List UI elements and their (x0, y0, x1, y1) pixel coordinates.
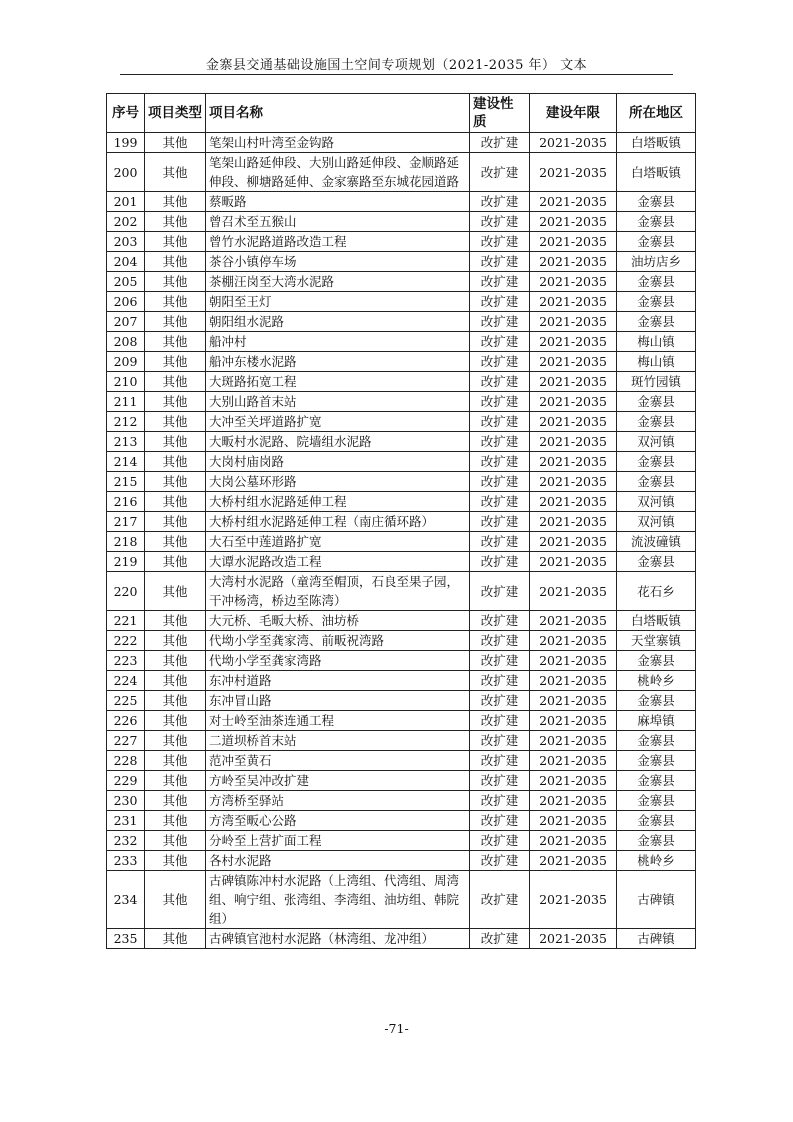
table-row (107, 153, 696, 192)
row-index: 229 (107, 771, 145, 791)
row-type: 其他 (145, 232, 206, 252)
col-header-region: 所在地区 (617, 94, 696, 133)
table-row (107, 512, 696, 532)
row-index: 206 (107, 292, 145, 312)
row-name: 大石至中莲道路扩宽 (206, 532, 470, 552)
row-region: 金寨县 (617, 731, 696, 751)
row-region: 双河镇 (617, 512, 696, 532)
row-nature: 改扩建 (470, 572, 530, 611)
row-period: 2021-2035 (530, 412, 617, 432)
row-type: 其他 (145, 811, 206, 831)
row-nature: 改扩建 (470, 232, 530, 252)
row-region: 花石乡 (617, 572, 696, 611)
row-index: 231 (107, 811, 145, 831)
row-nature: 改扩建 (470, 851, 530, 871)
row-period: 2021-2035 (530, 292, 617, 312)
row-nature: 改扩建 (470, 512, 530, 532)
row-index: 212 (107, 412, 145, 432)
row-type: 其他 (145, 412, 206, 432)
table-row (107, 711, 696, 731)
row-nature: 改扩建 (470, 452, 530, 472)
row-index: 204 (107, 252, 145, 272)
row-region: 梅山镇 (617, 332, 696, 352)
row-index: 210 (107, 372, 145, 392)
row-index: 209 (107, 352, 145, 372)
row-period: 2021-2035 (530, 791, 617, 811)
row-region: 金寨县 (617, 771, 696, 791)
row-type: 其他 (145, 671, 206, 691)
row-name: 东冲村道路 (206, 671, 470, 691)
row-period: 2021-2035 (530, 711, 617, 731)
header-rule (120, 74, 673, 75)
table-row (107, 929, 696, 949)
table-row (107, 312, 696, 332)
table-row (107, 192, 696, 212)
row-nature: 改扩建 (470, 552, 530, 572)
row-type: 其他 (145, 452, 206, 472)
row-index: 214 (107, 452, 145, 472)
row-region: 古碑镇 (617, 929, 696, 949)
table-header-row (107, 94, 696, 133)
row-index: 211 (107, 392, 145, 412)
row-type: 其他 (145, 153, 206, 192)
row-name: 茶棚汪岗至大湾水泥路 (206, 272, 470, 292)
row-type: 其他 (145, 512, 206, 532)
table-row (107, 671, 696, 691)
row-index: 199 (107, 133, 145, 153)
row-region: 金寨县 (617, 751, 696, 771)
table-row (107, 771, 696, 791)
row-period: 2021-2035 (530, 651, 617, 671)
row-period: 2021-2035 (530, 452, 617, 472)
row-period: 2021-2035 (530, 572, 617, 611)
row-nature: 改扩建 (470, 292, 530, 312)
row-period: 2021-2035 (530, 212, 617, 232)
table-row (107, 252, 696, 272)
row-nature: 改扩建 (470, 791, 530, 811)
row-region: 金寨县 (617, 412, 696, 432)
row-period: 2021-2035 (530, 272, 617, 292)
row-period: 2021-2035 (530, 552, 617, 572)
row-index: 216 (107, 492, 145, 512)
row-region: 金寨县 (617, 791, 696, 811)
row-index: 235 (107, 929, 145, 949)
table-row (107, 272, 696, 292)
row-nature: 改扩建 (470, 611, 530, 631)
row-name: 朝阳至王灯 (206, 292, 470, 312)
table-row (107, 811, 696, 831)
row-period: 2021-2035 (530, 192, 617, 212)
row-name: 大岗村庙岗路 (206, 452, 470, 472)
row-nature: 改扩建 (470, 532, 530, 552)
row-nature: 改扩建 (470, 492, 530, 512)
row-type: 其他 (145, 472, 206, 492)
row-type: 其他 (145, 532, 206, 552)
row-region: 白塔畈镇 (617, 611, 696, 631)
table-body (107, 133, 696, 949)
row-type: 其他 (145, 691, 206, 711)
row-nature: 改扩建 (470, 272, 530, 292)
row-name: 代坳小学至龚家湾路 (206, 651, 470, 671)
table-row (107, 332, 696, 352)
row-name: 茶谷小镇停车场 (206, 252, 470, 272)
row-type: 其他 (145, 252, 206, 272)
row-type: 其他 (145, 492, 206, 512)
row-type: 其他 (145, 212, 206, 232)
row-index: 205 (107, 272, 145, 292)
row-period: 2021-2035 (530, 392, 617, 412)
col-header-name: 项目名称 (206, 94, 470, 133)
row-type: 其他 (145, 272, 206, 292)
row-index: 200 (107, 153, 145, 192)
row-region: 白塔畈镇 (617, 133, 696, 153)
row-region: 金寨县 (617, 552, 696, 572)
row-type: 其他 (145, 192, 206, 212)
row-period: 2021-2035 (530, 252, 617, 272)
row-period: 2021-2035 (530, 352, 617, 372)
table-row (107, 133, 696, 153)
row-region: 金寨县 (617, 691, 696, 711)
row-period: 2021-2035 (530, 512, 617, 532)
row-index: 208 (107, 332, 145, 352)
table-row (107, 292, 696, 312)
row-region: 金寨县 (617, 811, 696, 831)
table-row (107, 452, 696, 472)
row-period: 2021-2035 (530, 631, 617, 651)
row-name: 蔡畈路 (206, 192, 470, 212)
row-index: 220 (107, 572, 145, 611)
row-nature: 改扩建 (470, 192, 530, 212)
row-period: 2021-2035 (530, 472, 617, 492)
row-name: 船冲村 (206, 332, 470, 352)
row-name: 大谭水泥路改造工程 (206, 552, 470, 572)
row-type: 其他 (145, 831, 206, 851)
row-region: 桃岭乡 (617, 671, 696, 691)
row-region: 斑竹园镇 (617, 372, 696, 392)
row-type: 其他 (145, 552, 206, 572)
row-name: 曾竹水泥路道路改造工程 (206, 232, 470, 252)
row-index: 228 (107, 751, 145, 771)
row-nature: 改扩建 (470, 691, 530, 711)
row-name: 古碑镇陈冲村水泥路（上湾组、代湾组、周湾组、响宁组、张湾组、李湾组、油坊组、韩院组） (206, 871, 470, 929)
row-type: 其他 (145, 312, 206, 332)
row-name: 古碑镇官池村水泥路（林湾组、龙冲组） (206, 929, 470, 949)
row-region: 金寨县 (617, 472, 696, 492)
table-row (107, 871, 696, 929)
row-period: 2021-2035 (530, 851, 617, 871)
row-period: 2021-2035 (530, 372, 617, 392)
table-row (107, 731, 696, 751)
table-row (107, 472, 696, 492)
row-nature: 改扩建 (470, 133, 530, 153)
row-period: 2021-2035 (530, 492, 617, 512)
row-period: 2021-2035 (530, 771, 617, 791)
row-type: 其他 (145, 372, 206, 392)
row-period: 2021-2035 (530, 731, 617, 751)
row-type: 其他 (145, 631, 206, 651)
row-period: 2021-2035 (530, 532, 617, 552)
row-name: 朝阳组水泥路 (206, 312, 470, 332)
row-type: 其他 (145, 133, 206, 153)
row-name: 大桥村组水泥路延伸工程 (206, 492, 470, 512)
row-name: 东冲冒山路 (206, 691, 470, 711)
table-row (107, 851, 696, 871)
row-name: 大冲至关坪道路扩宽 (206, 412, 470, 432)
table-row (107, 651, 696, 671)
row-name: 各村水泥路 (206, 851, 470, 871)
row-region: 桃岭乡 (617, 851, 696, 871)
row-index: 224 (107, 671, 145, 691)
table-row (107, 352, 696, 372)
row-type: 其他 (145, 332, 206, 352)
row-nature: 改扩建 (470, 412, 530, 432)
row-nature: 改扩建 (470, 731, 530, 751)
table-row (107, 631, 696, 651)
row-type: 其他 (145, 791, 206, 811)
row-name: 曾召术至五猴山 (206, 212, 470, 232)
row-nature: 改扩建 (470, 811, 530, 831)
table-row (107, 751, 696, 771)
row-region: 麻埠镇 (617, 711, 696, 731)
table-row (107, 791, 696, 811)
table-row (107, 691, 696, 711)
row-nature: 改扩建 (470, 352, 530, 372)
row-name: 大斑路拓宽工程 (206, 372, 470, 392)
row-index: 201 (107, 192, 145, 212)
row-type: 其他 (145, 432, 206, 452)
row-region: 金寨县 (617, 292, 696, 312)
row-period: 2021-2035 (530, 611, 617, 631)
row-name: 大畈村水泥路、院墙组水泥路 (206, 432, 470, 452)
row-index: 232 (107, 831, 145, 851)
row-type: 其他 (145, 871, 206, 929)
row-period: 2021-2035 (530, 332, 617, 352)
row-name: 大湾村水泥路（童湾至帽顶，石良至果子园，干冲杨湾，桥边至陈湾） (206, 572, 470, 611)
row-nature: 改扩建 (470, 392, 530, 412)
table-row (107, 372, 696, 392)
table-row (107, 492, 696, 512)
table-row (107, 831, 696, 851)
row-period: 2021-2035 (530, 432, 617, 452)
row-period: 2021-2035 (530, 671, 617, 691)
col-header-type: 项目类型 (145, 94, 206, 133)
row-type: 其他 (145, 651, 206, 671)
row-region: 金寨县 (617, 651, 696, 671)
row-index: 225 (107, 691, 145, 711)
row-name: 方湾桥至驿站 (206, 791, 470, 811)
row-type: 其他 (145, 611, 206, 631)
row-nature: 改扩建 (470, 929, 530, 949)
col-header-index: 序号 (107, 94, 145, 133)
row-name: 大桥村组水泥路延伸工程（南庄循环路） (206, 512, 470, 532)
row-index: 219 (107, 552, 145, 572)
row-name: 笔架山村叶湾至金钩路 (206, 133, 470, 153)
row-name: 大元桥、毛畈大桥、油坊桥 (206, 611, 470, 631)
row-type: 其他 (145, 292, 206, 312)
row-region: 金寨县 (617, 212, 696, 232)
row-nature: 改扩建 (470, 332, 530, 352)
row-period: 2021-2035 (530, 312, 617, 332)
row-period: 2021-2035 (530, 811, 617, 831)
row-type: 其他 (145, 352, 206, 372)
row-type: 其他 (145, 771, 206, 791)
row-index: 215 (107, 472, 145, 492)
row-name: 代坳小学至龚家湾、前畈祝湾路 (206, 631, 470, 651)
row-region: 流波䃥镇 (617, 532, 696, 552)
row-nature: 改扩建 (470, 212, 530, 232)
row-index: 217 (107, 512, 145, 532)
row-nature: 改扩建 (470, 432, 530, 452)
row-nature: 改扩建 (470, 671, 530, 691)
row-region: 金寨县 (617, 272, 696, 292)
row-index: 222 (107, 631, 145, 651)
row-period: 2021-2035 (530, 871, 617, 929)
project-table (106, 93, 696, 949)
row-region: 金寨县 (617, 452, 696, 472)
col-header-nature: 建设性质 (470, 94, 530, 133)
row-index: 202 (107, 212, 145, 232)
row-index: 221 (107, 611, 145, 631)
row-region: 双河镇 (617, 432, 696, 452)
row-nature: 改扩建 (470, 771, 530, 791)
row-nature: 改扩建 (470, 831, 530, 851)
row-index: 223 (107, 651, 145, 671)
table-row (107, 532, 696, 552)
row-region: 金寨县 (617, 831, 696, 851)
row-period: 2021-2035 (530, 232, 617, 252)
row-period: 2021-2035 (530, 751, 617, 771)
table-row (107, 392, 696, 412)
row-name: 方湾至畈心公路 (206, 811, 470, 831)
row-region: 天堂寨镇 (617, 631, 696, 651)
row-index: 234 (107, 871, 145, 929)
row-index: 213 (107, 432, 145, 452)
table-row (107, 432, 696, 452)
row-index: 227 (107, 731, 145, 751)
row-region: 金寨县 (617, 232, 696, 252)
row-nature: 改扩建 (470, 312, 530, 332)
row-period: 2021-2035 (530, 831, 617, 851)
row-type: 其他 (145, 572, 206, 611)
document-header: 金寨县交通基础设施国土空间专项规划（2021-2035 年） 文本 (205, 58, 588, 73)
page-number: -71- (384, 1021, 409, 1036)
row-index: 218 (107, 532, 145, 552)
table-row (107, 232, 696, 252)
row-type: 其他 (145, 851, 206, 871)
row-nature: 改扩建 (470, 871, 530, 929)
row-type: 其他 (145, 711, 206, 731)
row-region: 金寨县 (617, 312, 696, 332)
row-index: 203 (107, 232, 145, 252)
row-region: 双河镇 (617, 492, 696, 512)
row-region: 金寨县 (617, 192, 696, 212)
row-period: 2021-2035 (530, 691, 617, 711)
row-nature: 改扩建 (470, 711, 530, 731)
row-type: 其他 (145, 731, 206, 751)
row-type: 其他 (145, 929, 206, 949)
row-nature: 改扩建 (470, 472, 530, 492)
col-header-period: 建设年限 (530, 94, 617, 133)
row-name: 范冲至黄石 (206, 751, 470, 771)
row-region: 金寨县 (617, 392, 696, 412)
row-name: 二道坝桥首末站 (206, 731, 470, 751)
row-nature: 改扩建 (470, 651, 530, 671)
row-period: 2021-2035 (530, 133, 617, 153)
row-index: 230 (107, 791, 145, 811)
table-row (107, 611, 696, 631)
table-row (107, 572, 696, 611)
row-period: 2021-2035 (530, 929, 617, 949)
row-nature: 改扩建 (470, 252, 530, 272)
table-row (107, 412, 696, 432)
row-index: 207 (107, 312, 145, 332)
row-name: 笔架山路延伸段、大别山路延伸段、金顺路延伸段、柳塘路延伸、金家寨路至东城花园道路 (206, 153, 470, 192)
row-type: 其他 (145, 751, 206, 771)
row-name: 方岭至吴冲改扩建 (206, 771, 470, 791)
row-name: 船冲东楼水泥路 (206, 352, 470, 372)
row-name: 大别山路首末站 (206, 392, 470, 412)
row-index: 233 (107, 851, 145, 871)
row-nature: 改扩建 (470, 631, 530, 651)
row-name: 大岗公墓环形路 (206, 472, 470, 492)
row-region: 白塔畈镇 (617, 153, 696, 192)
row-nature: 改扩建 (470, 751, 530, 771)
row-period: 2021-2035 (530, 153, 617, 192)
table-row (107, 552, 696, 572)
row-region: 古碑镇 (617, 871, 696, 929)
row-index: 226 (107, 711, 145, 731)
row-region: 油坊店乡 (617, 252, 696, 272)
row-nature: 改扩建 (470, 372, 530, 392)
row-name: 分岭至上营扩面工程 (206, 831, 470, 851)
row-nature: 改扩建 (470, 153, 530, 192)
row-region: 梅山镇 (617, 352, 696, 372)
row-name: 对士岭至油茶连通工程 (206, 711, 470, 731)
row-type: 其他 (145, 392, 206, 412)
table-row (107, 212, 696, 232)
